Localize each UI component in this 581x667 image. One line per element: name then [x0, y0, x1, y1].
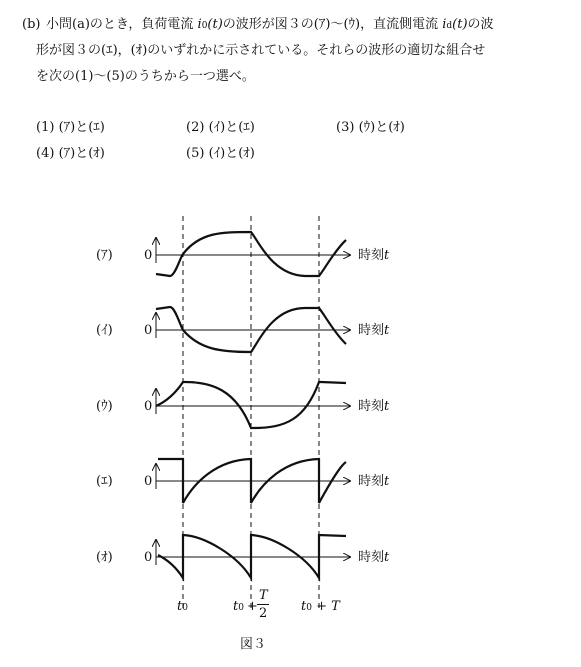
choice-2-num: (2): [186, 120, 205, 135]
i0-symbol: i: [197, 17, 202, 32]
choice-3-num: (3): [336, 120, 355, 135]
choice-1-num: (1): [36, 120, 55, 135]
question-line-2: 形が図３の(ｴ)，(ｵ)のいずれかに示されている。それらの波形の適切な組合せ: [36, 43, 486, 58]
question-line-3: を次の(1)～(5)のうちから一つ選べ。: [36, 69, 255, 84]
waveform-u-label: (ｳ): [96, 399, 113, 414]
choice-5-num: (5): [186, 146, 205, 161]
i0-subscript: 0: [201, 21, 208, 31]
waveform-o-plot: [156, 535, 350, 578]
time-axis-label-a: 時刻t: [358, 248, 390, 263]
id-subscript: d: [446, 21, 453, 31]
time-axis-label-i: 時刻t: [358, 323, 390, 338]
question-line-1-a: 小問(a)のとき，負荷電流: [46, 17, 198, 32]
tick-label-t0: t0: [177, 599, 188, 614]
waveform-a-label: (ｱ): [96, 248, 113, 263]
question-line-1-b: の波形が図３の(ｱ)～(ｳ)，直流側電流: [222, 17, 443, 32]
waveform-o-label: (ｵ): [96, 550, 113, 565]
waveform-i-label: (ｲ): [96, 323, 113, 338]
choice-1-text: (ｱ)と(ｴ): [58, 120, 105, 135]
waveform-a-plot: [156, 232, 350, 276]
question-label: (b): [22, 17, 41, 32]
choice-4-text: (ｱ)と(ｵ): [58, 146, 105, 161]
i0-arg: (t): [207, 17, 223, 32]
time-axis-label-o: 時刻t: [358, 550, 390, 565]
zero-label-i: 0: [144, 323, 153, 338]
zero-label-u: 0: [144, 399, 153, 414]
waveform-e-label: (ｴ): [96, 474, 113, 489]
choice-3-text: (ｳ)と(ｵ): [358, 120, 405, 135]
time-axis-label-u: 時刻t: [358, 399, 390, 414]
tick-label-half: t0 + T 2: [233, 588, 268, 621]
zero-label-a: 0: [144, 248, 153, 263]
choice-5-text: (ｲ)と(ｵ): [208, 146, 255, 161]
tick-label-full: t0 + T: [301, 599, 340, 614]
waveform-e-plot: [156, 459, 350, 503]
choice-2-text: (ｲ)と(ｴ): [208, 120, 255, 135]
zero-label-e: 0: [144, 474, 153, 489]
waveform-u-plot: [156, 382, 350, 428]
zero-label-o: 0: [144, 550, 153, 565]
waveform-i-plot: [156, 307, 350, 352]
time-axis-label-e: 時刻t: [358, 474, 390, 489]
id-arg: (t): [452, 17, 468, 32]
choice-4-num: (4): [36, 146, 55, 161]
id-symbol: i: [442, 17, 447, 32]
figure-caption: 図３: [240, 637, 267, 652]
question-line-1-c: の波: [467, 17, 494, 32]
